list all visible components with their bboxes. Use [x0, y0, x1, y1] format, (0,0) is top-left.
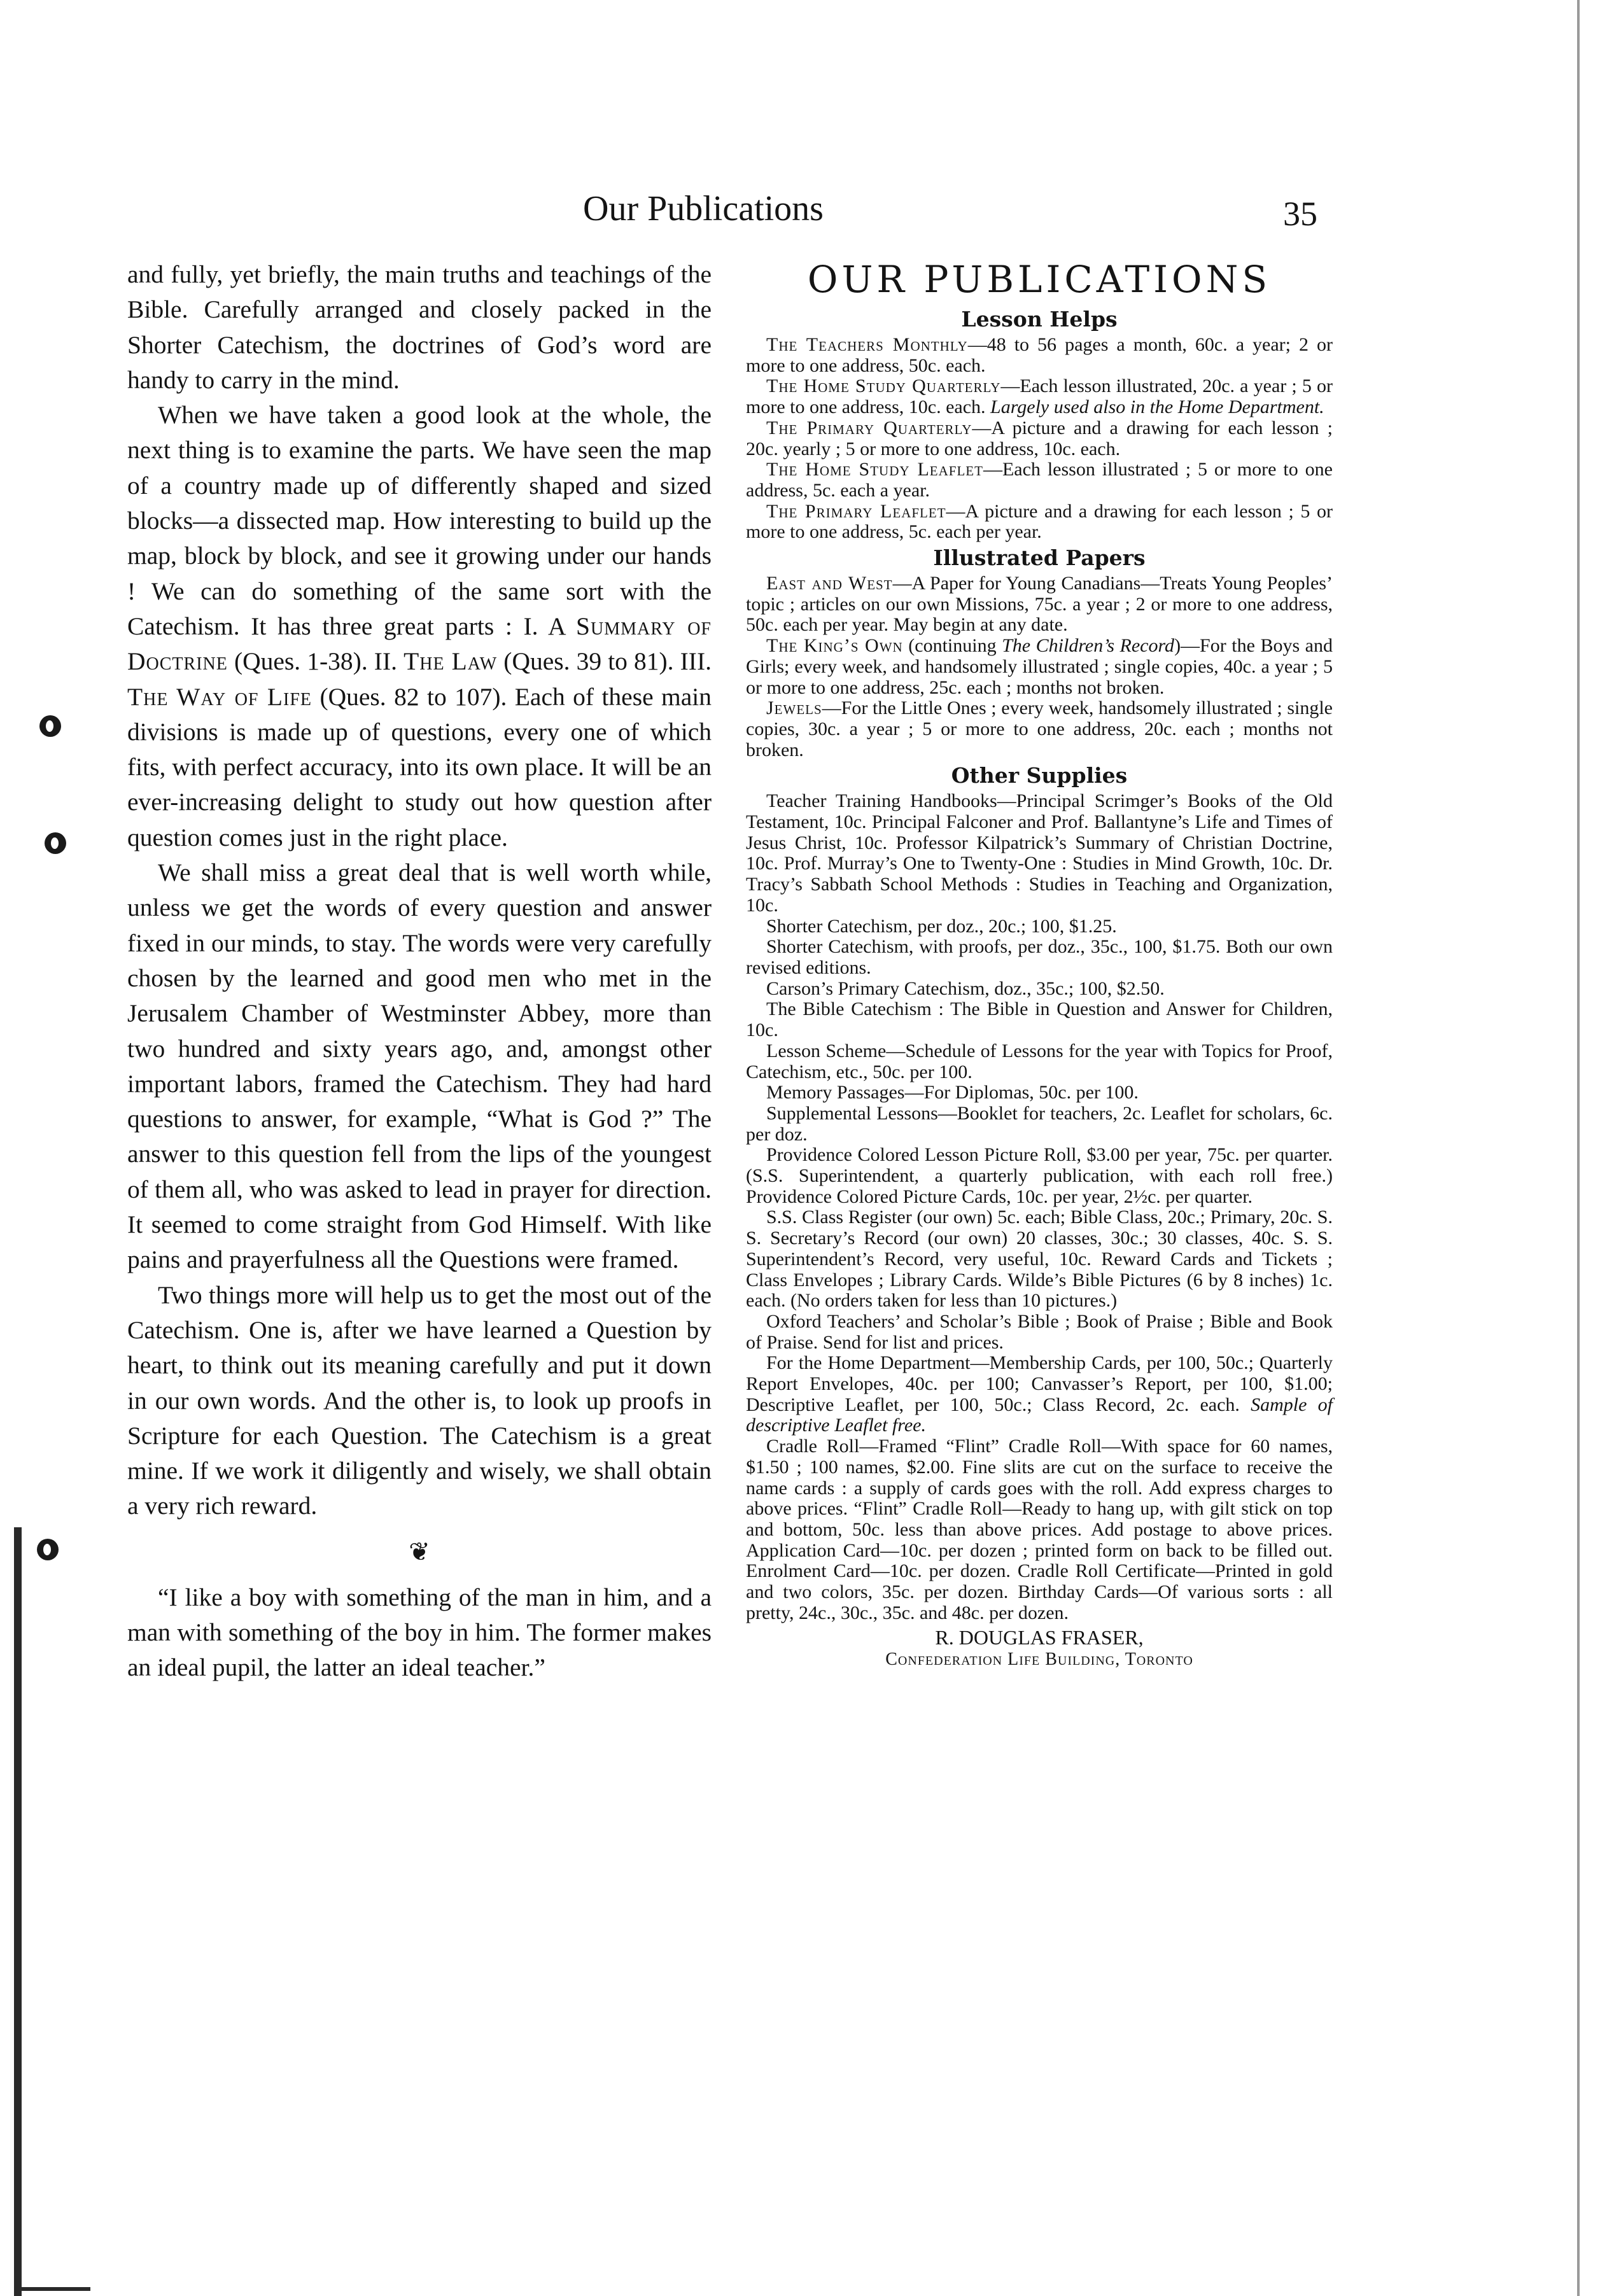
entry: Jewels—For the Little Ones ; every week, handsomely illustrated ; single copies, 30c. a year ; 5 or more to one address, 20c. each ; months not broken.	[746, 697, 1333, 760]
small-caps-term: The Law	[404, 647, 498, 676]
paragraph: We shall miss a great deal that is well worth while, unless we get the words of every question and answer fixed in our minds, to stay. The words were very carefully chosen by the learned and good men who met in the Jerusalem Chamber of Westminster Abbey, more than two hundred and sixty years ago, and, amongst other important labors, framed the Catechism. They had hard questions to answer, for example, “What is God ?” The answer to this question fell from the lips of the youngest of them all, who was asked to lead in prayer for direction. It seemed to come straight from God Himself. With like pains and prayerfulness all the Questions were framed.	[127, 858, 712, 1274]
entry: Lesson Scheme—Schedule of Lessons for the year with Topics for Proof, Catechism, etc., 50c. per 100.	[746, 1040, 1333, 1082]
ornament-icon: ❦	[409, 1537, 430, 1566]
paragraph: When we have taken a good look at the whole, the next thing is to examine the parts. We have seen the map of a country made up of differently shaped and sized blocks—a dissected map. How interesting to build up the map, block by block, and see it growing under our hands ! We can do something of the same sort with the Catechism. It has three great parts : I. A Summary of Doctrine (Ques. 1-38). II. The Law (Ques. 39 to 81). III. The Way of Life (Ques. 82 to 107). Each of these main divisions is made up of questions, every one of which fits, with perfect accuracy, into its own place. It will be an ever-increasing delight to study out how question after question comes just in the right place.	[127, 401, 712, 851]
running-title: Our Publications	[583, 189, 824, 228]
paragraph: Two things more will help us to get the most out of the Catechism. One is, after we have learned a Question by heart, to think out its meaning carefully and put it down in our own words. And the other is, to look up proofs in Scripture for each Question. The Catechism is a great mine. If we work it diligently and wisely, we shall obtain a very rich reward.	[127, 1280, 712, 1520]
section-heading: Illustrated Papers	[933, 545, 1146, 571]
margin-mark-icon	[37, 1539, 59, 1560]
entry: The Primary Quarterly—A picture and a drawing for each lesson ; 20c. yearly ; 5 or more to one address, 10c. each.	[746, 417, 1333, 459]
entry: Shorter Catechism, per doz., 20c.; 100, $1.25.	[766, 915, 1117, 937]
quote: “I like a boy with something of the man in him, and a man with something of the boy in him. The former makes an ideal pupil, the latter an ideal teacher.”	[127, 1583, 712, 1682]
entry: The Home Study Leaflet—Each lesson illustrated ; 5 or more to one address, 5c. each a year.	[746, 459, 1333, 501]
entry: Cradle Roll—Framed “Flint” Cradle Roll—With space for 60 names, $1.50 ; 100 names, $2.00. Fine slits are cut on the surface to receive the name cards : a supply of cards goes with the roll. Add express charges to above prices. “Flint” Cradle Roll—Ready to hang up, with gilt stick on top and bottom, 50c. less than above prices. Add postage to above prices. Application Card—10c. per dozen ; printed form on back to be filled out. Enrolment Card—10c. per dozen. Cradle Roll Certificate—Printed in gold and two colors, 35c. per dozen. Birthday Cards—Of various sorts : all pretty, 24c., 30c., 35c. and 48c. per dozen.	[746, 1436, 1333, 1623]
entry: S.S. Class Register (our own) 5c. each; Bible Class, 20c.; Primary, 20c. S. S. Secretary’s Record (our own) 20 classes, 30c.; 30 classes, 40c. S. S. Superintendent’s Record, very useful, 10c. Reward Cards and Tickets ; Class Envelopes ; Library Cards. Wilde’s Bible Pictures (6 by 8 inches) 1c. each. (No orders taken for less than 10 pictures.)	[746, 1207, 1333, 1312]
section-heading: Lesson Helps	[961, 307, 1118, 332]
entry: The Primary Leaflet—A picture and a drawing for each lesson ; 5 or more to one address, 5c. each per year.	[746, 500, 1333, 543]
entry: Oxford Teachers’ and Scholar’s Bible ; Book of Praise ; Bible and Book of Praise. Send for list and prices.	[746, 1310, 1333, 1353]
signature: R. DOUGLAS FRASER,	[935, 1626, 1144, 1649]
page-number: 35	[1283, 195, 1317, 233]
entry: Memory Passages—For Diplomas, 50c. per 100.	[766, 1082, 1139, 1103]
entry: East and West—A Paper for Young Canadians—Treats Young Peoples’ topic ; articles on our own Missions, 75c. a year ; 2 or more to one address, 50c. each per year. May begin at any date.	[746, 573, 1333, 636]
margin-mark-icon	[39, 715, 61, 737]
entry: Teacher Training Handbooks—Principal Scrimger’s Books of the Old Testament, 10c. Principal Falconer and Prof. Ballantyne’s Life and Times of Jesus Christ, 10c. Professor Kilpatrick’s Summary of Christian Doctrine, 10c. Prof. Murray’s One to Twenty-One : Studies in Mind Growth, 10c. Dr. Tracy’s Sabbath School Methods : Studies in Teaching and Organization, 10c.	[746, 790, 1333, 916]
entry: Carson’s Primary Catechism, doz., 35c.; 100, $2.50.	[766, 977, 1165, 999]
small-caps-term: Summary of Doctrine	[127, 612, 712, 676]
small-caps-term: The Way of Life	[127, 682, 312, 711]
entry: The Teachers Monthly—48 to 56 pages a month, 60c. a year; 2 or more to one address, 50c. each.	[746, 334, 1333, 376]
address: Confederation Life Building, Toronto	[885, 1649, 1193, 1670]
entry: Supplemental Lessons—Booklet for teachers, 2c. Leaflet for scholars, 6c. per doz.	[746, 1102, 1333, 1145]
paragraph: and fully, yet briefly, the main truths and teachings of the Bible. Carefully arranged and closely packed in the Shorter Catechism, the doctrines of God’s word are handy to carry in the mind.	[127, 260, 712, 394]
binding-line-right	[1577, 0, 1580, 2296]
left-column	[127, 257, 712, 1686]
margin-mark-icon	[45, 832, 66, 854]
binding-line-left	[14, 1527, 22, 2296]
binding-line-bottom	[14, 2287, 90, 2291]
section-heading: Other Supplies	[951, 763, 1128, 788]
entry: The Home Study Quarterly—Each lesson illustrated, 20c. a year ; 5 or more to one address, 10c. each. Largely used also in the Home Department.	[746, 375, 1333, 418]
entry: Providence Colored Lesson Picture Roll, $3.00 per year, 75c. per quarter. (S.S. Superintendent, a quarterly publication, with each roll free.) Providence Colored Picture Cards, 10c. per year, 2½c. per quarter.	[746, 1144, 1333, 1207]
entry: For the Home Department—Membership Cards, per 100, 50c.; Quarterly Report Envelopes, 40c. per 100; Canvasser’s Report, per 100, $1.00; Descriptive Leaflet, per 100, 50c.; Class Record, 2c. each. Sample of descriptive Leaflet free.	[746, 1352, 1333, 1436]
entry: Shorter Catechism, with proofs, per doz., 35c., 100, $1.75. Both our own revised editions.	[746, 936, 1333, 978]
right-column	[746, 256, 1333, 1670]
running-head	[0, 183, 1600, 234]
publications-title: OUR PUBLICATIONS	[807, 258, 1272, 301]
entry: The King’s Own (continuing The Children’s Record)—For the Boys and Girls; every week, and handsomely illustrated ; single copies, 40c. a year ; 5 or more to one address, 25c. each ; months not broken.	[746, 635, 1333, 698]
entry: The Bible Catechism : The Bible in Question and Answer for Children, 10c.	[746, 998, 1333, 1041]
